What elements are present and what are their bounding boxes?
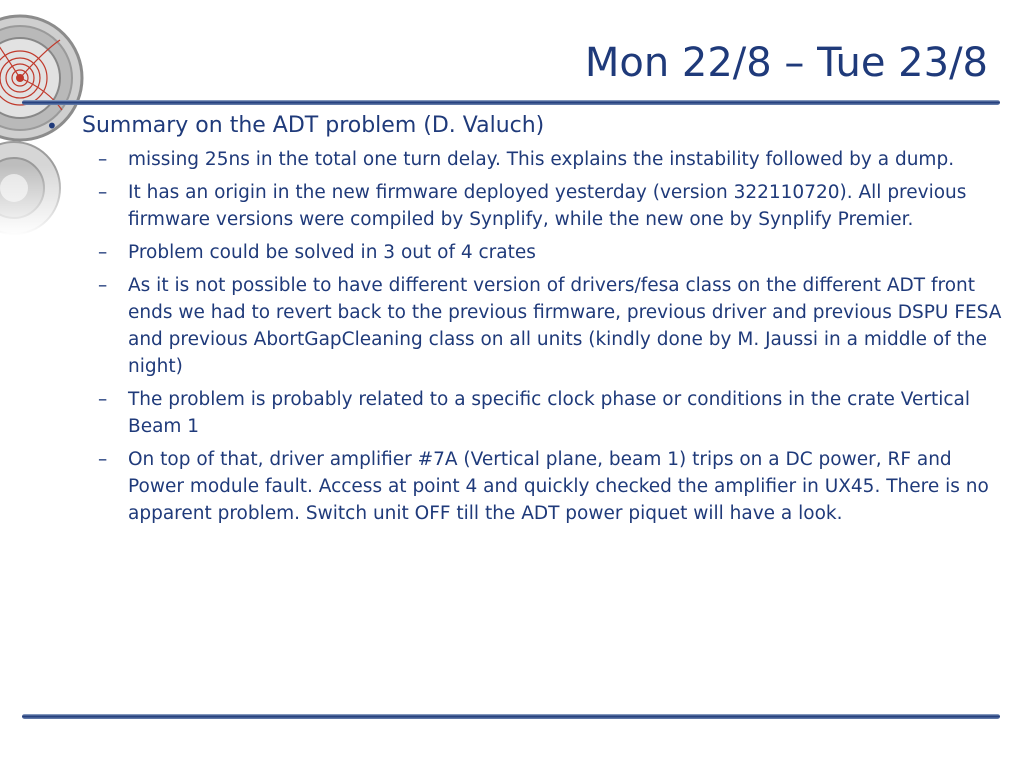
- list-item-text: As it is not possible to have different version of drivers/fesa class on the different ADT front ends we had to revert back to the previous firmware, previous driver and previous DSPU FESA and previous AbortGapCleaning class on all units (kindly done by M. Jaussi in a middle of the night): [128, 275, 1002, 377]
- list-item: [44, 446, 1004, 527]
- list-item: [44, 386, 1004, 440]
- top-divider: [22, 100, 1000, 105]
- slide-title: Mon 22/8 – Tue 23/8: [584, 40, 988, 86]
- list-item-text: It has an origin in the new firmware deployed yesterday (version 322110720). All previous firmware versions were compiled by Synplify, while the new one by Synplify Premier.: [128, 182, 967, 230]
- dash-marker: –: [98, 242, 108, 263]
- list-item: [44, 239, 1004, 266]
- list-item-text: Problem could be solved in 3 out of 4 crates: [128, 242, 536, 263]
- dash-marker: –: [98, 449, 108, 470]
- list-item: [44, 146, 1004, 173]
- dash-marker: –: [98, 275, 108, 296]
- slide-body: [44, 110, 1004, 533]
- summary-sub-list: [44, 146, 1004, 527]
- summary-heading: Summary on the ADT problem (D. Valuch): [82, 113, 545, 138]
- list-item: [44, 272, 1004, 380]
- bottom-divider: [22, 714, 1000, 719]
- list-item-text: The problem is probably related to a specific clock phase or conditions in the crate Vertical Beam 1: [128, 389, 971, 437]
- list-item: [44, 179, 1004, 233]
- summary-heading-item: [44, 110, 1004, 142]
- dash-marker: –: [98, 182, 108, 203]
- list-item-text: missing 25ns in the total one turn delay. This explains the instability followed by a dump.: [128, 149, 955, 170]
- bullet-marker: •: [46, 114, 58, 138]
- dash-marker: –: [98, 149, 108, 170]
- dash-marker: –: [98, 389, 108, 410]
- list-item-text: On top of that, driver amplifier #7A (Vertical plane, beam 1) trips on a DC power, RF and Power module fault. Access at point 4 and quickly checked the amplifier in UX45. There is no apparent problem. Switch unit OFF till the ADT power piquet will have a look.: [128, 449, 989, 524]
